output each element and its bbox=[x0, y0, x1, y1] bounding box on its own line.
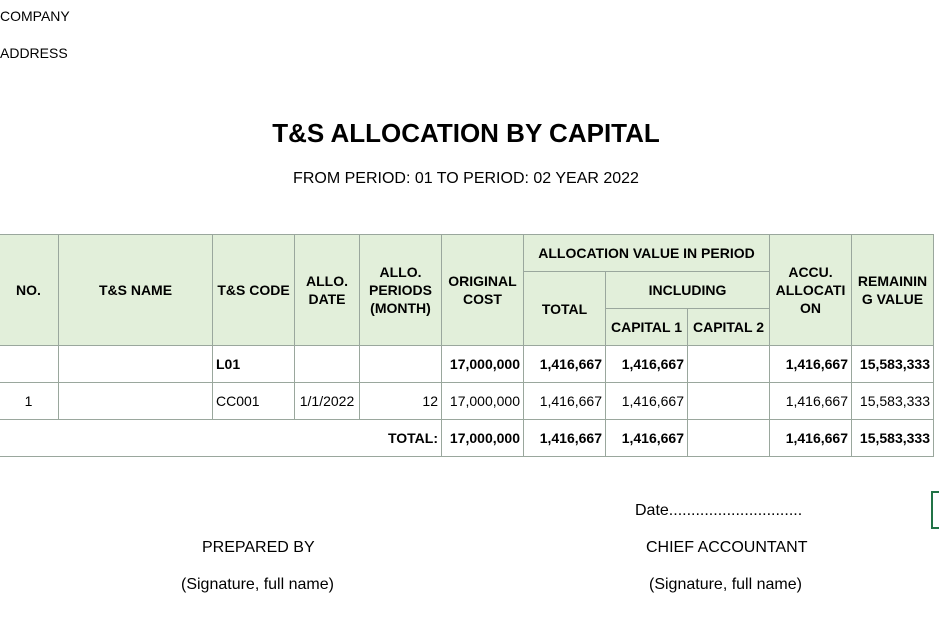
cell-code[interactable]: L01 bbox=[213, 346, 295, 383]
cell-name[interactable] bbox=[59, 383, 213, 420]
cell-periods[interactable] bbox=[360, 346, 442, 383]
total-capital-2[interactable] bbox=[688, 420, 770, 457]
header-including[interactable]: INCLUDING bbox=[606, 272, 770, 309]
cell-name[interactable] bbox=[59, 346, 213, 383]
cell-date[interactable]: 1/1/2022 bbox=[295, 383, 360, 420]
cell-periods[interactable]: 12 bbox=[360, 383, 442, 420]
cell-original-cost[interactable]: 17,000,000 bbox=[442, 346, 524, 383]
cell-original-cost[interactable]: 17,000,000 bbox=[442, 383, 524, 420]
cell-accu[interactable]: 1,416,667 bbox=[770, 383, 852, 420]
header-allocation-value[interactable]: ALLOCATION VALUE IN PERIOD bbox=[524, 235, 770, 272]
cell-capital-1[interactable]: 1,416,667 bbox=[606, 346, 688, 383]
cell-capital-1[interactable]: 1,416,667 bbox=[606, 383, 688, 420]
report-period: FROM PERIOD: 01 TO PERIOD: 02 YEAR 2022 bbox=[293, 170, 639, 187]
header-allo-date[interactable]: ALLO. DATE bbox=[295, 235, 360, 346]
header-capital-2[interactable]: CAPITAL 2 bbox=[688, 309, 770, 346]
cell-date[interactable] bbox=[295, 346, 360, 383]
header-ts-name[interactable]: T&S NAME bbox=[59, 235, 213, 346]
total-capital-1[interactable]: 1,416,667 bbox=[606, 420, 688, 457]
company-label: COMPANY bbox=[0, 8, 70, 24]
total-original-cost[interactable]: 17,000,000 bbox=[442, 420, 524, 457]
total-remaining[interactable]: 15,583,333 bbox=[852, 420, 934, 457]
cell-accu[interactable]: 1,416,667 bbox=[770, 346, 852, 383]
total-total[interactable]: 1,416,667 bbox=[524, 420, 606, 457]
total-accu[interactable]: 1,416,667 bbox=[770, 420, 852, 457]
allocation-table bbox=[0, 234, 934, 457]
cell-code[interactable]: CC001 bbox=[213, 383, 295, 420]
address-label: ADDRESS bbox=[0, 45, 68, 61]
cell-capital-2[interactable] bbox=[688, 346, 770, 383]
table-row bbox=[0, 383, 934, 420]
report-title: T&S ALLOCATION BY CAPITAL bbox=[272, 118, 660, 148]
group-row bbox=[0, 346, 934, 383]
header-ts-code[interactable]: T&S CODE bbox=[213, 235, 295, 346]
header-no[interactable]: NO. bbox=[0, 235, 59, 346]
date-line: Date.............................. bbox=[635, 502, 803, 519]
header-remaining-value[interactable]: REMAININ G VALUE bbox=[852, 235, 934, 346]
signature-right: (Signature, full name) bbox=[649, 576, 802, 593]
signature-left: (Signature, full name) bbox=[181, 576, 334, 593]
cell-remaining[interactable]: 15,583,333 bbox=[852, 346, 934, 383]
cell-total[interactable]: 1,416,667 bbox=[524, 383, 606, 420]
cell-no[interactable] bbox=[0, 346, 59, 383]
cell-no[interactable]: 1 bbox=[0, 383, 59, 420]
cell-remaining[interactable]: 15,583,333 bbox=[852, 383, 934, 420]
active-cell-selection[interactable] bbox=[931, 491, 939, 529]
cell-capital-2[interactable] bbox=[688, 383, 770, 420]
header-original-cost[interactable]: ORIGINAL COST bbox=[442, 235, 524, 346]
total-label[interactable]: TOTAL: bbox=[0, 420, 442, 457]
chief-accountant-label: CHIEF ACCOUNTANT bbox=[646, 539, 808, 556]
header-capital-1[interactable]: CAPITAL 1 bbox=[606, 309, 688, 346]
header-total[interactable]: TOTAL bbox=[524, 272, 606, 346]
prepared-by-label: PREPARED BY bbox=[202, 539, 315, 556]
total-row bbox=[0, 420, 934, 457]
cell-total[interactable]: 1,416,667 bbox=[524, 346, 606, 383]
header-allo-periods[interactable]: ALLO. PERIODS (MONTH) bbox=[360, 235, 442, 346]
header-accu-allocation[interactable]: ACCU. ALLOCATI ON bbox=[770, 235, 852, 346]
